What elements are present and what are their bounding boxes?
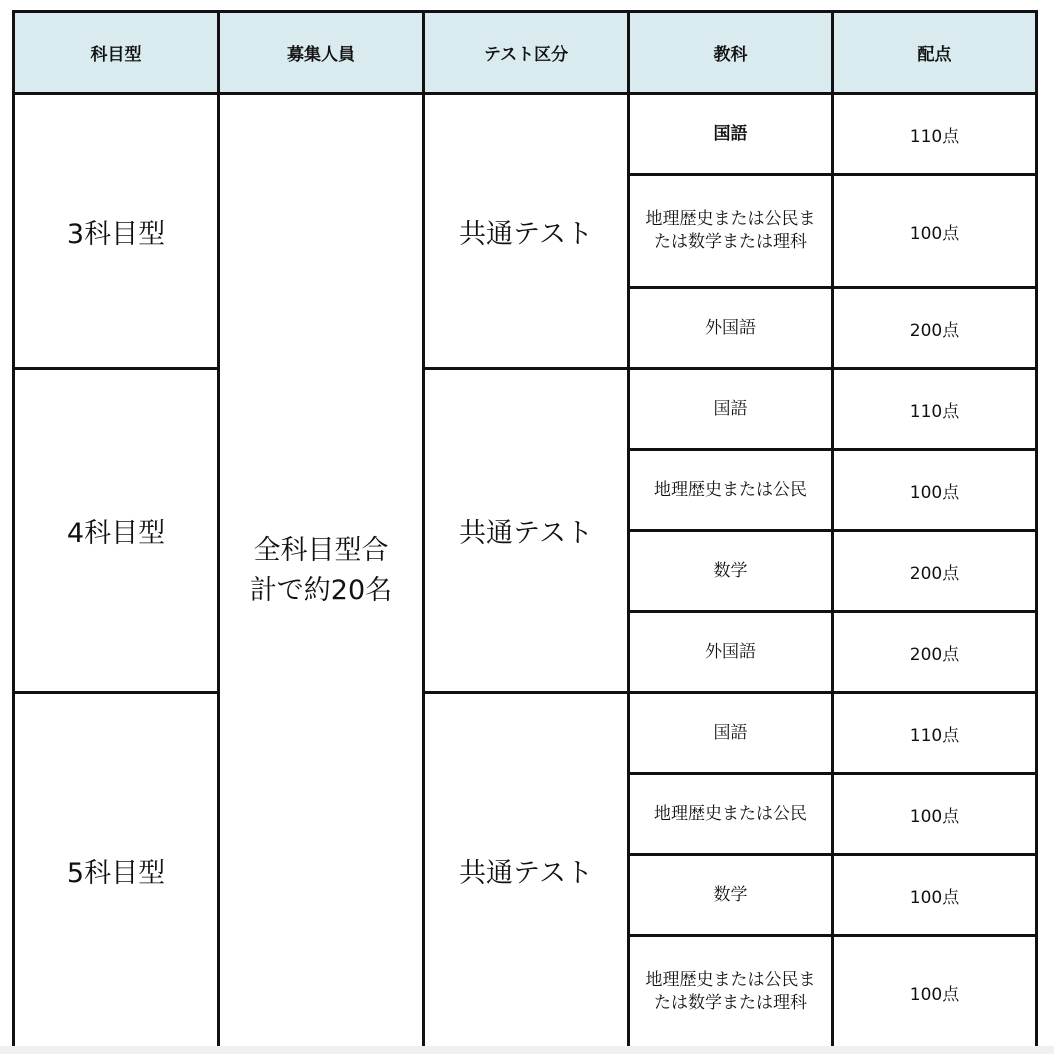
subject-cell: 数学 bbox=[629, 531, 833, 612]
table-row bbox=[14, 369, 1037, 450]
recruitment-cell bbox=[219, 94, 424, 1049]
subject-cell: 数学 bbox=[629, 855, 833, 936]
score-cell: 100点 bbox=[833, 175, 1037, 288]
subject-cell: 地理歴史または公民 bbox=[629, 450, 833, 531]
header-score: 配点 bbox=[833, 12, 1037, 94]
score-cell: 100点 bbox=[833, 774, 1037, 855]
score-cell: 200点 bbox=[833, 531, 1037, 612]
subject-cell bbox=[629, 936, 833, 1049]
subject-type-cell: 3科目型 bbox=[14, 94, 219, 369]
subject-type-cell: 4科目型 bbox=[14, 369, 219, 693]
subject-cell: 国語 bbox=[629, 369, 833, 450]
subject-cell: 外国語 bbox=[629, 288, 833, 369]
recruitment-text: 全科目型合計で約20名 bbox=[249, 534, 393, 606]
subject-text: 地理歴史または公民または数学または理科 bbox=[645, 970, 816, 1013]
header-recruitment: 募集人員 bbox=[219, 12, 424, 94]
subject-cell bbox=[629, 175, 833, 288]
header-subject-type: 科目型 bbox=[14, 12, 219, 94]
header-row bbox=[14, 12, 1037, 94]
score-cell: 110点 bbox=[833, 369, 1037, 450]
table-container bbox=[12, 10, 1035, 1043]
subject-text: 地理歴史または公民または数学または理科 bbox=[645, 209, 816, 252]
test-category-cell: 共通テスト bbox=[424, 94, 629, 369]
score-cell: 110点 bbox=[833, 693, 1037, 774]
test-category-cell: 共通テスト bbox=[424, 369, 629, 693]
table-row bbox=[14, 94, 1037, 175]
subject-cell: 国語 bbox=[629, 94, 833, 175]
score-cell: 200点 bbox=[833, 288, 1037, 369]
subject-cell: 外国語 bbox=[629, 612, 833, 693]
score-cell: 200点 bbox=[833, 612, 1037, 693]
score-cell: 110点 bbox=[833, 94, 1037, 175]
subject-type-cell: 5科目型 bbox=[14, 693, 219, 1049]
subject-cell: 地理歴史または公民 bbox=[629, 774, 833, 855]
subject-cell: 国語 bbox=[629, 693, 833, 774]
table-row bbox=[14, 693, 1037, 774]
score-cell: 100点 bbox=[833, 936, 1037, 1049]
test-category-cell: 共通テスト bbox=[424, 693, 629, 1049]
score-cell: 100点 bbox=[833, 855, 1037, 936]
exam-table bbox=[12, 10, 1038, 1050]
page-bottom-strip bbox=[0, 1046, 1054, 1054]
score-cell: 100点 bbox=[833, 450, 1037, 531]
header-subject: 教科 bbox=[629, 12, 833, 94]
header-test-category: テスト区分 bbox=[424, 12, 629, 94]
